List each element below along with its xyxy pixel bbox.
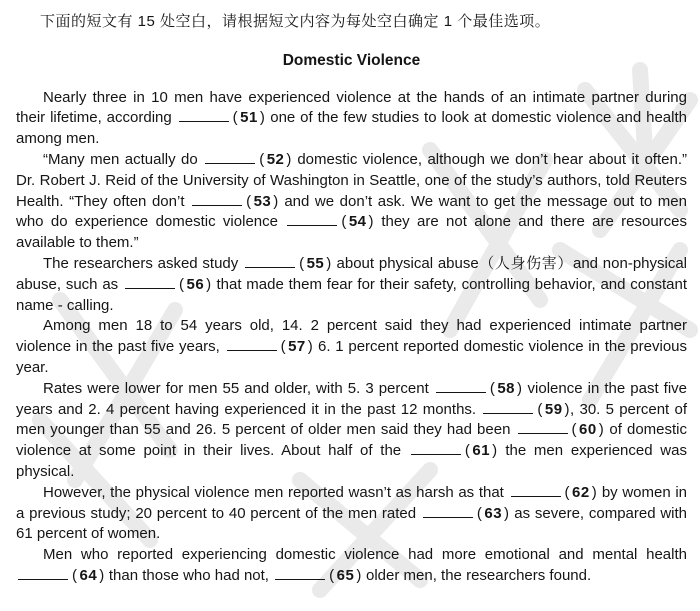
- blank-number: ( 55 ): [299, 254, 332, 272]
- blank-54: [285, 213, 374, 230]
- text-segment: the men experienced was physical.: [16, 442, 687, 480]
- text-segment: Rates were lower for men 55 and older, with 5. 3 percent: [43, 379, 434, 397]
- blank-underline: [227, 348, 277, 351]
- blank-underline: [411, 452, 461, 455]
- text-segment: violence in the past five years and 2. 4 percent having experienced it in the past 12 months.: [16, 379, 688, 418]
- blank-55: [243, 255, 332, 272]
- blank-number: ( 60 ): [571, 421, 605, 439]
- passage-paragraph: [16, 150, 687, 254]
- blank-52: [203, 151, 292, 168]
- blank-number: ( 52 ): [259, 150, 292, 168]
- passage-body: [16, 88, 687, 587]
- passage-title: Domestic Violence: [282, 51, 421, 69]
- text-segment: about physical abuse（人身伤害）and non-physical abuse, such as: [16, 254, 688, 293]
- text-segment: by women in a previous study; 20 percent to 40 percent of the men rated: [16, 483, 687, 522]
- blank-64: [16, 567, 105, 584]
- blank-number: ( 54 ): [341, 213, 374, 231]
- blank-number: ( 57 ): [280, 338, 314, 356]
- passage-paragraph: [16, 88, 687, 150]
- blank-underline: [511, 494, 561, 497]
- blank-underline: [125, 286, 175, 289]
- blank-61: [409, 442, 498, 459]
- text-segment: Men who reported experiencing domestic violence had more emotional and mental health: [43, 546, 687, 564]
- blank-58: [434, 380, 523, 397]
- blank-number: ( 62 ): [564, 483, 598, 501]
- blank-number: ( 65 ): [329, 566, 362, 584]
- blank-number: ( 58 ): [489, 379, 523, 397]
- text-segment: as severe, compared with 61 percent of women.: [16, 504, 687, 543]
- blank-65: [273, 567, 362, 584]
- passage-paragraph: [16, 379, 687, 483]
- text-segment: However, the physical violence men reported wasn’t as harsh as that: [43, 483, 509, 501]
- blank-underline: [436, 390, 486, 393]
- blank-underline: [275, 577, 325, 580]
- blank-underline: [245, 265, 295, 268]
- text-segment: they are not alone and there are resources available to them.”: [16, 213, 687, 252]
- blank-57: [225, 338, 314, 355]
- text-segment: one of the few studies to look at domestic violence and health among men.: [16, 109, 687, 148]
- blank-63: [421, 505, 510, 522]
- blank-underline: [179, 119, 229, 122]
- blank-underline: [483, 411, 533, 414]
- blank-underline: [423, 515, 473, 518]
- blank-number: ( 56 ): [178, 275, 212, 293]
- blank-number: ( 61 ): [464, 442, 498, 460]
- text-segment: 6. 1 percent reported domestic violence in the previous year.: [16, 338, 687, 376]
- blank-59: [481, 401, 570, 418]
- blank-51: [177, 109, 266, 126]
- blank-number: ( 53 ): [246, 192, 279, 210]
- text-segment: domestic violence, although we don’t hear about it often.” Dr. Robert J. Reid of the University of Washington in Seattle, one of the study’s authors, told Reuters Health. “They often don’t: [16, 150, 687, 210]
- blank-60: [516, 421, 605, 438]
- text-segment: and we don’t ask. We want to get the message out to men who do experience domestic violence: [16, 192, 687, 231]
- blank-underline: [287, 223, 337, 226]
- blank-underline: [518, 431, 568, 434]
- passage-paragraph: [16, 254, 687, 316]
- text-segment: of domestic violence at some point in their lives. About half of the: [16, 421, 687, 460]
- exam-instruction: 下面的短文有 15 处空白，请根据短文内容为每处空白确定 1 个最佳选项。: [40, 13, 551, 30]
- text-segment: Among men 18 to 54 years old, 14. 2 percent said they had experienced intimate partner violence in the past five years,: [16, 317, 687, 356]
- blank-62: [509, 484, 598, 501]
- passage-paragraph: [16, 545, 687, 587]
- passage-paragraph: [16, 483, 687, 545]
- passage-paragraph: [16, 316, 687, 378]
- text-segment: , 30. 5 percent of men younger than 55 and 26. 5 percent of older men said they had been: [16, 400, 687, 439]
- text-segment: older men, the researchers found.: [361, 566, 592, 584]
- text-segment: than those who had not,: [104, 566, 274, 584]
- blank-number: ( 63 ): [476, 504, 510, 522]
- blank-53: [190, 193, 279, 210]
- blank-number: ( 59 ): [537, 400, 571, 418]
- blank-56: [123, 276, 212, 293]
- text-segment: “Many men actually do: [43, 150, 204, 168]
- blank-underline: [18, 577, 68, 580]
- blank-underline: [205, 161, 255, 164]
- text-segment: Nearly three in 10 men have experienced violence at the hands of an intimate partner during their lifetime, according: [16, 88, 687, 127]
- blank-number: ( 64 ): [72, 566, 105, 584]
- text-segment: that made them fear for their safety, controlling behavior, and constant name - calling.: [16, 275, 687, 314]
- blank-underline: [192, 203, 242, 206]
- text-segment: The researchers asked study: [43, 254, 244, 272]
- blank-number: ( 51 ): [232, 109, 266, 127]
